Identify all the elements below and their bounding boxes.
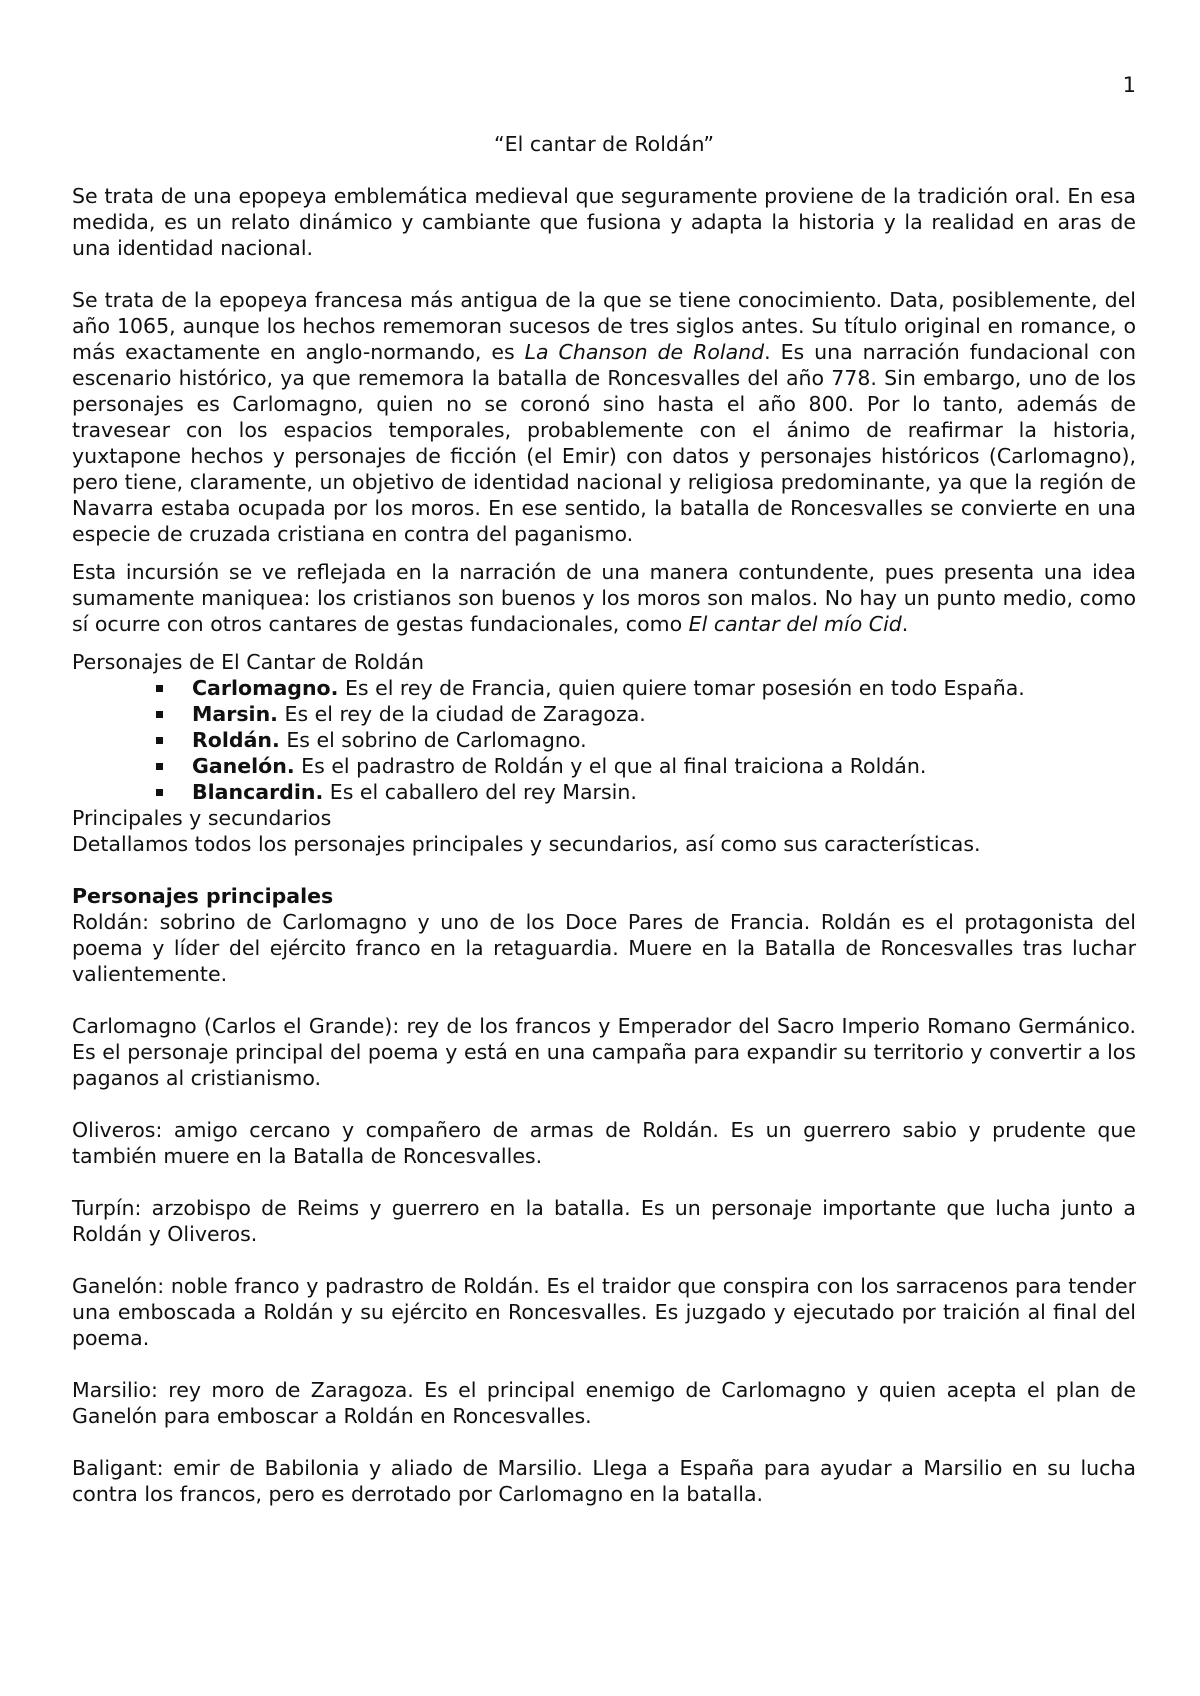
document-body: [72, 131, 1136, 1507]
bullet-icon: [156, 789, 163, 796]
document-title: “El cantar de Roldán”: [494, 132, 714, 156]
character-desc: Es el sobrino de Carlomagno.: [279, 728, 587, 752]
characters-heading: Personajes de El Cantar de Roldán: [72, 650, 424, 674]
character-name: Carlomagno.: [192, 676, 339, 700]
character-name: Blancardin.: [192, 780, 324, 804]
character-entry-oliveros: Oliveros: amigo cercano y compañero de armas de Roldán. Es un guerrero sabio y prudente que también muere en la Batalla de Roncesvalles.: [72, 1118, 1136, 1168]
character-name: Marsin.: [192, 702, 278, 726]
detallamos-text: Detallamos todos los personajes principales y secundarios, así como sus características.: [72, 832, 981, 856]
history-text-a: Se trata de la epopeya francesa más antigua de la que se tiene conocimiento. Data, posiblemente, del año 1065, aunque los hechos rememoran sucesos de tres siglos antes. Su título original en romance, o más exactamente en anglo-normando, es: [72, 288, 1136, 364]
character-entry-baligant: Baligant: emir de Babilonia y aliado de Marsilio. Llega a España para ayudar a Marsilio en su lucha contra los francos, pero es derrotado por Carlomagno en la batalla.: [72, 1456, 1136, 1506]
maniquea-text-b: .: [901, 612, 909, 636]
chanson-title: La Chanson de Roland: [524, 340, 765, 364]
maniquea-paragraph: [72, 559, 1136, 637]
character-desc: Es el padrastro de Roldán y el que al final traiciona a Roldán.: [294, 754, 927, 778]
bullet-icon: [156, 711, 163, 718]
history-paragraph: [72, 287, 1136, 547]
list-item: [156, 675, 1136, 701]
list-item: [156, 727, 1136, 753]
character-entry-rolda: Roldán: sobrino de Carlomagno y uno de los Doce Pares de Francia. Roldán es el protagonista del poema y líder del ejército franco en la retaguardia. Muere en la Batalla de Roncesvalles tras luchar valientemente.: [72, 910, 1136, 986]
character-desc: Es el rey de Francia, quien quiere tomar posesión en todo España.: [338, 676, 1025, 700]
character-entry-marsilio: Marsilio: rey moro de Zaragoza. Es el principal enemigo de Carlomagno y quien acepta el plan de Ganelón para emboscar a Roldán en Roncesvalles.: [72, 1378, 1136, 1428]
character-entry-carlomagno: Carlomagno (Carlos el Grande): rey de los francos y Emperador del Sacro Imperio Romano Germánico. Es el personaje principal del poema y está en una campaña para expandir su territorio y convertir a los paganos al cristianismo.: [72, 1014, 1136, 1090]
principales-heading: Personajes principales: [72, 884, 334, 908]
bullet-icon: [156, 685, 163, 692]
character-desc: Es el rey de la ciudad de Zaragoza.: [277, 702, 646, 726]
character-name: Ganelón.: [192, 754, 295, 778]
page-number: 1: [1122, 73, 1136, 97]
intro-paragraph: [72, 183, 1136, 261]
characters-list: [72, 675, 1136, 805]
bullet-icon: [156, 763, 163, 770]
list-item: [156, 779, 1136, 805]
history-text-b: . Es una narración fundacional con escenario histórico, ya que rememora la batalla de Roncesvalles del año 778. Sin embargo, uno de los personajes es Carlomagno, quien no se coronó sino hasta el año 800. Por lo tanto, además de travesear con los espacios temporales, probablemente con el ánimo de reafirmar la historia, yuxtapone hechos y personajes de ficción (el Emir) con datos y personajes históricos (Carlomagno), pero tiene, claramente, un objetivo de identidad nacional y religiosa predominante, ya que la región de Navarra estaba ocupada por los moros. En ese sentido, la batalla de Roncesvalles se convierte en una especie de cruzada cristiana en contra del paganismo.: [72, 340, 1136, 546]
bullet-icon: [156, 737, 163, 744]
cid-title: El cantar del mío Cid: [688, 612, 902, 636]
list-item: [156, 753, 1136, 779]
intro-text: Se trata de una epopeya emblemática medieval que seguramente proviene de la tradición oral. En esa medida, es un relato dinámico y cambiante que fusiona y adapta la historia y la realidad en aras de una identidad nacional.: [72, 184, 1136, 260]
maniquea-text-a: Esta incursión se ve reflejada en la narración de una manera contundente, pues presenta una idea sumamente maniquea: los cristianos son buenos y los moros son malos. No hay un punto medio, como sí ocurre con otros cantares de gestas fundacionales, como: [72, 560, 1136, 636]
list-item: [156, 701, 1136, 727]
character-name: Roldán.: [192, 728, 280, 752]
character-desc: Es el caballero del rey Marsin.: [323, 780, 637, 804]
character-entry-ganelon: Ganelón: noble franco y padrastro de Roldán. Es el traidor que conspira con los sarracenos para tender una emboscada a Roldán y su ejército en Roncesvalles. Es juzgado y ejecutado por traición al final del poema.: [72, 1274, 1136, 1350]
principales-secundarios-label: Principales y secundarios: [72, 806, 332, 830]
character-entry-turpin: Turpín: arzobispo de Reims y guerrero en la batalla. Es un personaje importante que lucha junto a Roldán y Oliveros.: [72, 1196, 1136, 1246]
